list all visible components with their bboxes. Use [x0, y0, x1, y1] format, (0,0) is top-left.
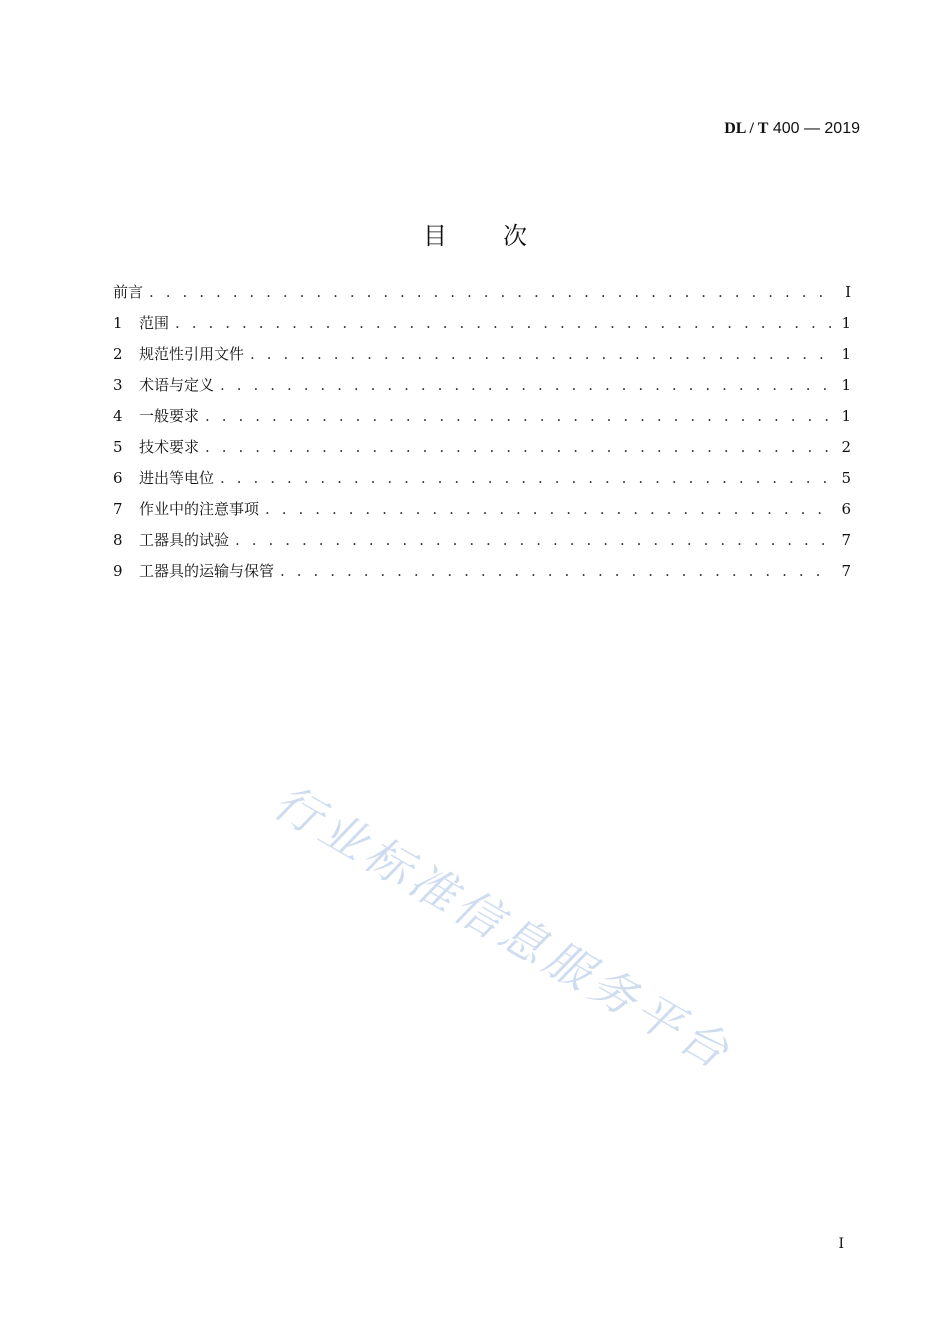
toc-entry-foreword[interactable]	[113, 281, 851, 312]
toc-entry-number: 7	[113, 500, 123, 518]
toc-entry-label: 作业中的注意事项	[139, 500, 260, 518]
toc-entry-label: 范围	[139, 314, 170, 332]
toc-entry-label: 一般要求	[139, 407, 200, 425]
toc-entry-number: 1	[113, 314, 123, 332]
toc-entry-3[interactable]	[113, 374, 851, 405]
toc-entry-number: 8	[113, 531, 123, 549]
toc-entry-number: 5	[113, 438, 123, 456]
toc-entry-label: 术语与定义	[139, 376, 215, 394]
toc-list	[113, 281, 851, 591]
toc-entry-page: 1	[841, 345, 851, 363]
toc-dot-leader	[205, 436, 831, 458]
toc-entry-number: 6	[113, 469, 123, 487]
toc-title: 目次	[423, 222, 583, 251]
toc-entry-4[interactable]	[113, 405, 851, 436]
toc-entry-number: 2	[113, 345, 123, 363]
toc-entry-page: I	[845, 283, 851, 301]
toc-entry-9[interactable]	[113, 560, 851, 591]
toc-dot-leader	[175, 312, 831, 334]
toc-entry-page: 5	[841, 469, 851, 487]
toc-dot-leader	[265, 498, 831, 520]
toc-entry-label: 技术要求	[139, 438, 200, 456]
toc-entry-8[interactable]	[113, 529, 851, 560]
toc-entry-label: 规范性引用文件	[139, 345, 245, 363]
toc-dot-leader	[205, 405, 831, 427]
toc-entry-1[interactable]	[113, 312, 851, 343]
document-code-prefix: DL / T	[724, 120, 769, 137]
toc-entry-page: 1	[841, 407, 851, 425]
toc-dot-leader	[149, 281, 831, 303]
toc-entry-page: 2	[841, 438, 851, 456]
toc-entry-page: 1	[841, 376, 851, 394]
watermark: 行业标准信息服务平台	[264, 774, 743, 1081]
toc-entry-6[interactable]	[113, 467, 851, 498]
document-code-number: 400 — 2019	[768, 120, 860, 137]
toc-entry-number: 3	[113, 376, 123, 394]
toc-entry-page: 6	[841, 500, 851, 518]
toc-entry-number: 9	[113, 562, 123, 580]
toc-entry-7[interactable]	[113, 498, 851, 529]
toc-entry-page: 7	[841, 531, 851, 549]
toc-entry-label: 工器具的试验	[139, 531, 230, 549]
toc-entry-page: 7	[841, 562, 851, 580]
toc-dot-leader	[280, 560, 831, 582]
document-code	[724, 120, 860, 138]
toc-dot-leader	[235, 529, 831, 551]
toc-entry-2[interactable]	[113, 343, 851, 374]
toc-entry-number: 4	[113, 407, 123, 425]
page-number: I	[838, 1236, 844, 1252]
toc-dot-leader	[250, 343, 831, 365]
toc-dot-leader	[220, 374, 831, 396]
toc-entry-label: 进出等电位	[139, 469, 215, 487]
toc-entry-label: 前言	[113, 283, 144, 301]
toc-entry-5[interactable]	[113, 436, 851, 467]
toc-entry-page: 1	[841, 314, 851, 332]
toc-dot-leader	[220, 467, 831, 489]
toc-entry-label: 工器具的运输与保管	[139, 562, 275, 580]
